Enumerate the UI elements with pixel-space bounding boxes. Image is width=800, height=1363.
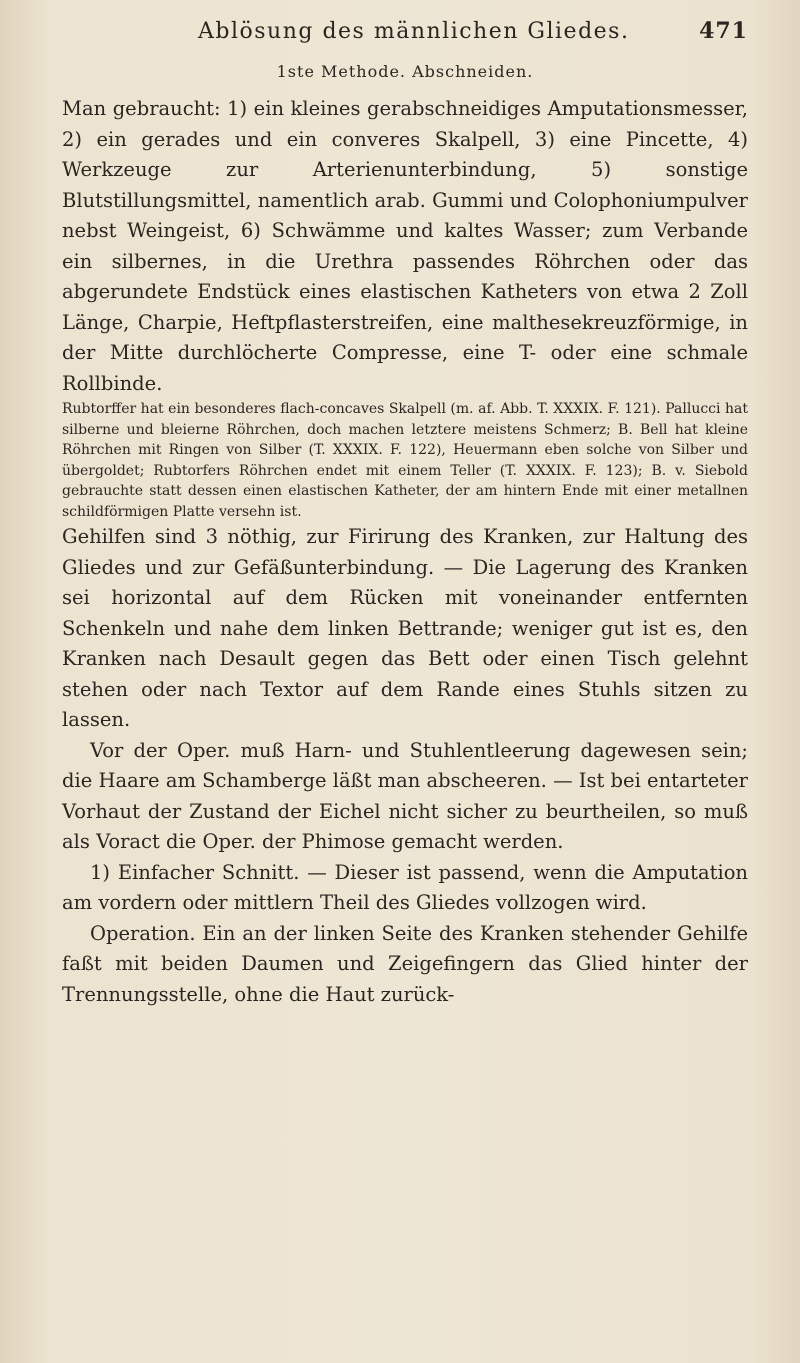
assistants-paragraph: Gehilfen sind 3 nöthig, zur Firirung des Kranken, zur Haltung des Gliedes und zur Gefäßunterbindung. — Die Lagerung des Kranken sei horizontal auf dem Rücken mit voneinander entfernten Schenkeln und nahe dem linken Bettrande; weniger gut ist es, den Kranken nach Desault gegen das Bett oder einen Tisch gelehnt stehen oder nach Textor auf dem Rande eines Stuhls sitzen zu lassen. (62, 525, 748, 731)
simple-cut-paragraph: 1) Einfacher Schnitt. — Dieser ist passend, wenn die Amputation am vordern oder mittlern Theil des Gliedes vollzogen wird. (62, 860, 748, 914)
running-title: Ablösung des männlichen Gliedes. (198, 19, 630, 44)
operation-paragraph: Operation. Ein an der linken Seite des Kranken stehender Gehilfe faßt mit beiden Daumen und Zeigefingern das Glied hinter der Trennungsstelle, ohne die Haut zurück- (62, 921, 748, 1006)
method-subheading: 1ste Methode. Abschneiden. (276, 62, 534, 81)
preparation-paragraph: Vor der Oper. muß Harn- und Stuhlentleerung dagewesen sein; die Haare am Schamberge läßt man abscheeren. — Ist bei entarteter Vorhaut der Zustand der Eichel nicht sicher zu beurtheilen, so muß als Voract die Oper. der Phimose gemacht werden. (62, 738, 748, 853)
footnote-paragraph: Rubtorffer hat ein besonderes flach-concaves Skalpell (m. af. Abb. T. XXXIX. F. 121). Pallucci hat silberne und bleierne Röhrchen, doch machen letztere meistens Schmerz; B. Bell hat kleine Röhrchen mit Ringen von Silber (T. XXXIX. F. 122), Heuermann eben solche von Silber und übergoldet; Rubtorfers Röhrchen endet mit einem Teller (T. XXXIX. F. 123); B. v. Siebold gebrauchte statt dessen einen elastischen Katheter, der am hintern Ende mit einer metallnen schildförmigen Platte versehn ist. (62, 401, 748, 520)
running-head (198, 18, 748, 62)
instruments-paragraph: Man gebraucht: 1) ein kleines gerabschneidiges Amputationsmesser, 2) ein gerades und ein converes Skalpell, 3) eine Pincette, 4) Werkzeuge zur Arterienunterbindung, 5) sonstige Blutstillungsmittel, namentlich arab. Gummi und Colophoniumpulver nebst Weingeist, 6) Schwämme und kaltes Wasser; zum Verbande ein silbernes, in die Urethra passendes Röhrchen oder das abgerundete Endstück eines elastischen Katheters von etwa 2 Zoll Länge, Charpie, Heftpflasterstreifen, eine malthesekreuzförmige, in der Mitte durchlöcherte Compresse, eine T- oder eine schmale Rollbinde. (62, 97, 748, 395)
page-number: 471 (699, 18, 748, 44)
